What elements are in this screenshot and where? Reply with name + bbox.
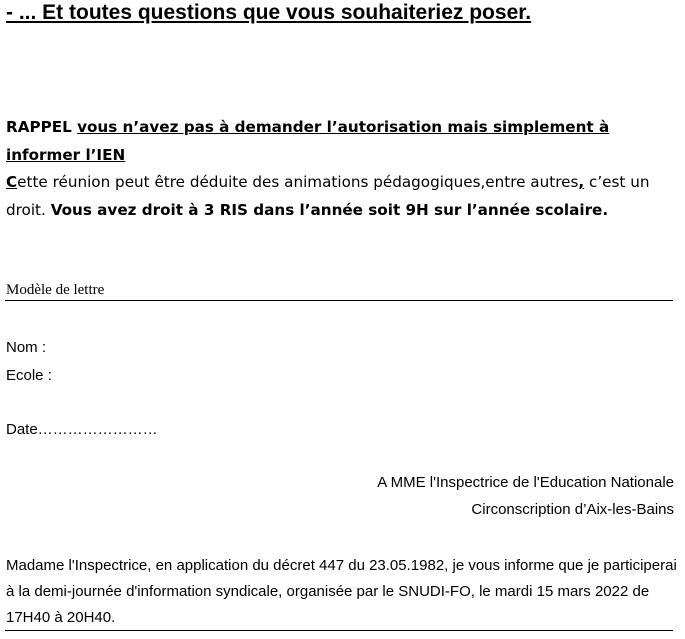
letter-body: Madame l'Inspectrice, en application du décret 447 du 23.05.1982, je vous informe que je participerai à la demi-journée d'information syndicale, organisée par le SNUDI-FO, le mardi 15 mars 2022 de 17H40 à 20H40. bbox=[6, 557, 677, 626]
rappel-bold-ending: Vous avez droit à 3 RIS dans l’année soit 9H sur l’année scolaire. bbox=[50, 200, 609, 219]
rappel-comma: , bbox=[578, 173, 585, 191]
rappel-underlined-text: vous n’avez pas à demander l’autorisation mais simplement à informer l’IEN bbox=[6, 118, 610, 164]
letter-template-label: Modèle de lettre bbox=[6, 282, 105, 298]
rappel-label: RAPPEL bbox=[6, 118, 78, 136]
rappel-right-text: c’est un droit. bbox=[6, 173, 650, 219]
rappel-paragraph bbox=[6, 114, 681, 224]
recipient-line-1: A MME l'Inspectrice de l'Education Nationale bbox=[377, 474, 674, 491]
separator-line-top bbox=[5, 300, 673, 301]
field-date: Date…………………… bbox=[6, 421, 158, 438]
rappel-body-text: ette réunion peut être déduite des animations pédagogiques,entre autres bbox=[17, 173, 579, 191]
recipient-line-2: Circonscription d’Aix-les-Bains bbox=[471, 501, 674, 518]
document-heading: - ... Et toutes questions que vous souhaiteriez poser. bbox=[6, 1, 532, 24]
rappel-initial-letter: C bbox=[6, 173, 18, 191]
field-nom: Nom : bbox=[6, 339, 47, 356]
separator-line-bottom bbox=[5, 630, 673, 631]
field-ecole: Ecole : bbox=[6, 367, 52, 384]
